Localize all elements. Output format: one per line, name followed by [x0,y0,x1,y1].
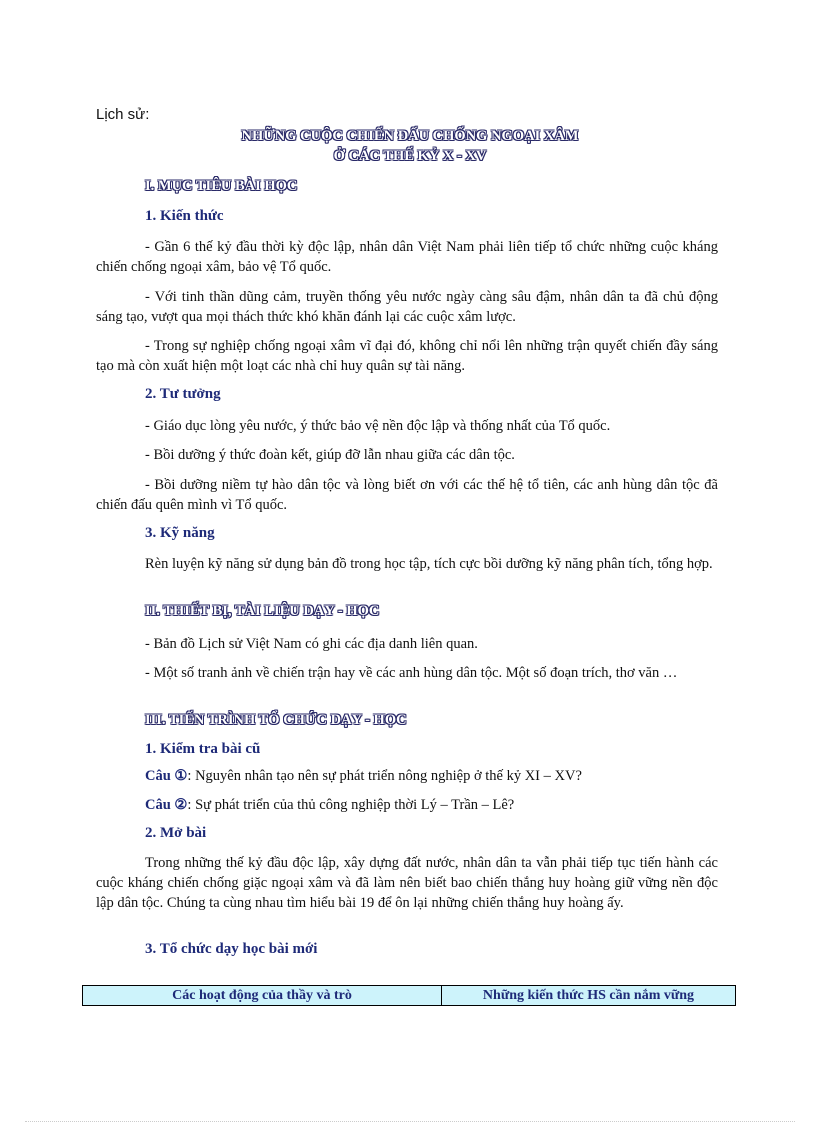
question-2-label: Câu ② [145,797,188,813]
skill-heading: 3. Kỹ năng [145,525,215,541]
table-header-knowledge: Những kiến thức HS cần nắm vững [442,986,736,1006]
table-header-activities: Các hoạt động của thầy và trò [83,986,442,1006]
question-2-text: : Sự phát triển của thủ công nghiệp thời Lý – Trần – Lê? [187,797,515,813]
question-1-text: : Nguyên nhân tạo nên sự phát triển nông nghiệp ở thế kỷ XI – XV? [187,768,582,784]
thought-heading: 2. Tư tưởng [145,386,221,402]
knowledge-heading: 1. Kiến thức [145,208,224,224]
equipment-paragraph-1: - Bản đồ Lịch sử Việt Nam có ghi các địa danh liên quan. [145,636,478,652]
check-heading: 1. Kiểm tra bài cũ [145,741,261,757]
table-header-row [83,986,736,1006]
activities-table [82,985,736,1006]
equipment-paragraph-2: - Một số tranh ảnh về chiến trận hay về các anh hùng dân tộc. Một số đoạn trích, thơ văn … [145,665,678,681]
question-1 [145,768,582,785]
thought-paragraph-1: - Giáo dục lòng yêu nước, ý thức bảo vệ nền độc lập và thống nhất của Tổ quốc. [145,418,611,434]
thought-paragraph-3: - Bồi dưỡng niềm tự hào dân tộc và lòng biết ơn với các thế hệ tổ tiên, các anh hùng dân tộc đã chiến đấu quên mình vì Tổ quốc. [96,477,718,513]
lesson-title-line2: Ở CÁC THẾ KỶ X - XV [333,148,487,164]
lesson-title-line1: NHỮNG CUỘC CHIẾN ĐẤU CHỐNG NGOẠI XÂM [241,128,579,144]
thought-paragraph-2: - Bồi dưỡng ý thức đoàn kết, giúp đỡ lẫn nhau giữa các dân tộc. [145,447,515,463]
section3-heading: III. TIẾN TRÌNH TỔ CHỨC DẠY - HỌC [145,712,407,728]
question-1-label: Câu ① [145,768,188,784]
subject-label: Lịch sử: [96,106,150,123]
skill-paragraph: Rèn luyện kỹ năng sử dụng bản đồ trong học tập, tích cực bồi dưỡng kỹ năng phân tích, tổng hợp. [145,556,713,572]
page-bottom-divider [25,1121,795,1122]
question-2 [145,797,514,814]
organize-heading: 3. Tổ chức dạy học bài mới [145,941,318,957]
knowledge-paragraph-2: - Với tinh thần dũng cảm, truyền thống yêu nước ngày càng sâu đậm, nhân dân ta đã chủ động sáng tạo, vượt qua mọi thách thức khó khăn đánh lại các cuộc xâm lược. [96,289,718,325]
section1-heading: I. MỤC TIÊU BÀI HỌC [145,178,298,194]
knowledge-paragraph-3: - Trong sự nghiệp chống ngoại xâm vĩ đại đó, không chỉ nổi lên những trận quyết chiến đầy sáng tạo mà còn xuất hiện một loạt các nhà chỉ huy quân sự tài năng. [96,338,718,374]
section2-heading: II. THIẾT BỊ, TÀI LIỆU DẠY - HỌC [145,603,380,619]
knowledge-paragraph-1: - Gần 6 thế kỷ đầu thời kỳ độc lập, nhân dân Việt Nam phải liên tiếp tổ chức những cuộc kháng chiến chống ngoại xâm, bảo vệ Tổ quốc. [96,239,718,275]
intro-paragraph: Trong những thế kỷ đầu độc lập, xây dựng đất nước, nhân dân ta vẫn phải tiếp tục tiến hành các cuộc kháng chiến chống giặc ngoại xâm và đã làm nên biết bao chiến thắng huy hoàng giữ vững nền độc lập dân tộc. Chúng ta cùng nhau tìm hiểu bài 19 để ôn lại những chiến thắng huy hoàng ấy. [96,855,718,911]
intro-heading: 2. Mở bài [145,825,207,841]
